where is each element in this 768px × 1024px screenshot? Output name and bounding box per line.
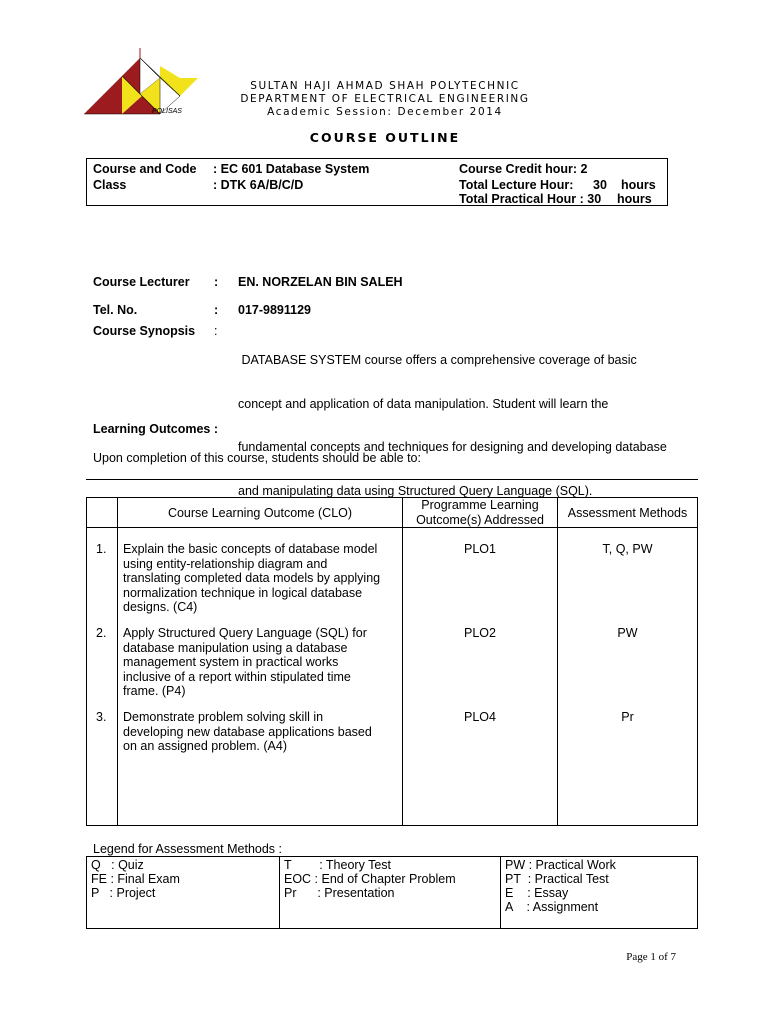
header-plo-line: Programme Learning <box>421 498 539 512</box>
synopsis-colon: : <box>214 324 218 338</box>
legend-column <box>87 857 280 929</box>
academic-session: Academic Session: December 2014 <box>267 106 503 118</box>
clo-text <box>123 542 380 615</box>
legend-row <box>87 857 698 929</box>
institution-name: SULTAN HAJI AHMAD SHAH POLYTECHNIC <box>250 80 520 92</box>
clo-text <box>123 710 372 754</box>
clo-table-body <box>87 528 698 826</box>
page-number: Page 1 of 7 <box>626 951 676 963</box>
plo-value: PLO2 <box>464 626 496 640</box>
synopsis-line: fundamental concepts and techniques for designing and developing database <box>238 440 667 454</box>
synopsis-line: DATABASE SYSTEM course offers a comprehensive coverage of basic <box>238 353 637 367</box>
synopsis-line: concept and application of data manipulation. Student will learn the <box>238 396 609 411</box>
class-label: Class <box>93 178 127 192</box>
learning-outcomes-intro: Upon completion of this course, students should be able to: <box>93 451 421 465</box>
legend-item: P : Project <box>91 886 156 900</box>
legend-item: Q : Quiz <box>91 858 144 872</box>
lecture-hour-unit: hours <box>621 178 656 192</box>
clo-text <box>123 626 367 699</box>
logo-text: POLISAS <box>152 108 182 115</box>
assessment-value: T, Q, PW <box>602 542 653 556</box>
assessment-value: Pr <box>621 710 634 724</box>
practical-hour-unit: hours <box>617 192 652 206</box>
course-code-value: : EC 601 Database System <box>213 162 370 176</box>
lecture-hour-label: Total Lecture Hour: <box>459 178 574 192</box>
clo-table <box>86 497 698 826</box>
course-info-box <box>86 158 668 206</box>
legend-title: Legend for Assessment Methods : <box>93 842 282 856</box>
tel-colon: : <box>214 303 219 317</box>
clo-line: translating completed data models by applying <box>123 571 381 585</box>
clo-line: on an assigned problem. (A4) <box>123 739 287 753</box>
assessment-value: PW <box>617 626 638 640</box>
header-plo <box>403 498 558 528</box>
legend-item: EOC : End of Chapter Problem <box>284 872 456 886</box>
legend-item: T : Theory Test <box>284 858 391 872</box>
row-number: 2. <box>96 626 107 640</box>
plo-value: PLO1 <box>464 542 496 556</box>
page-title: COURSE OUTLINE <box>309 130 461 145</box>
legend-item: PT : Practical Test <box>505 872 609 886</box>
clo-line: Demonstrate problem solving skill in <box>123 710 324 724</box>
synopsis-label: Course Synopsis <box>93 324 196 338</box>
tel-label: Tel. No. <box>93 303 138 317</box>
clo-line: Explain the basic concepts of database model <box>123 542 378 556</box>
learning-outcomes-heading: Learning Outcomes : <box>93 422 219 436</box>
legend-column <box>280 857 501 929</box>
class-value: : DTK 6A/B/C/D <box>213 178 304 192</box>
clo-column <box>118 528 403 826</box>
clo-line: using entity-relationship diagram and <box>123 556 328 571</box>
tel-value: 017-9891129 <box>238 303 311 317</box>
legend-item: E : Essay <box>505 886 569 900</box>
clo-line: Apply Structured Query Language (SQL) for <box>123 626 367 640</box>
header-num-cell <box>87 498 118 528</box>
assessment-column <box>558 528 698 826</box>
clo-line: developing new database applications based <box>123 724 372 739</box>
header-plo-line: Outcome(s) Addressed <box>416 512 544 527</box>
legend-item: Pr : Presentation <box>284 886 395 900</box>
divider-line <box>86 479 698 480</box>
row-number: 3. <box>96 710 107 724</box>
practical-hour-label: Total Practical Hour : 30 <box>459 192 602 206</box>
credit-hour: Course Credit hour: 2 <box>459 162 588 176</box>
legend-item: A : Assignment <box>505 900 599 914</box>
row-number: 1. <box>96 542 107 556</box>
clo-line: management system in practical works <box>123 655 339 669</box>
plo-value: PLO4 <box>464 710 496 724</box>
clo-line: database manipulation using a database <box>123 640 348 655</box>
clo-line: normalization technique in logical database <box>123 585 363 600</box>
legend-table <box>86 856 698 929</box>
header-assessment: Assessment Methods <box>558 498 698 528</box>
synopsis-text <box>238 324 698 513</box>
clo-line: inclusive of a report within stipulated time <box>123 669 351 684</box>
clo-table-header <box>87 498 698 528</box>
num-column <box>87 528 118 826</box>
legend-item: FE : Final Exam <box>91 872 180 886</box>
department-name: DEPARTMENT OF ELECTRICAL ENGINEERING <box>240 93 530 105</box>
synopsis-line: and manipulating data using Structured Query Language (SQL). <box>238 483 593 498</box>
lecturer-colon: : <box>214 275 219 289</box>
lecturer-label: Course Lecturer <box>93 275 190 289</box>
lecture-hour-value: 30 <box>593 178 607 192</box>
legend-column <box>501 857 698 929</box>
clo-line: designs. (C4) <box>123 600 198 614</box>
plo-column <box>403 528 558 826</box>
clo-line: frame. (P4) <box>123 684 186 698</box>
header-clo: Course Learning Outcome (CLO) <box>118 498 403 528</box>
legend-item: PW : Practical Work <box>505 858 616 872</box>
lecturer-name: EN. NORZELAN BIN SALEH <box>238 275 403 289</box>
course-code-label: Course and Code <box>93 162 197 176</box>
